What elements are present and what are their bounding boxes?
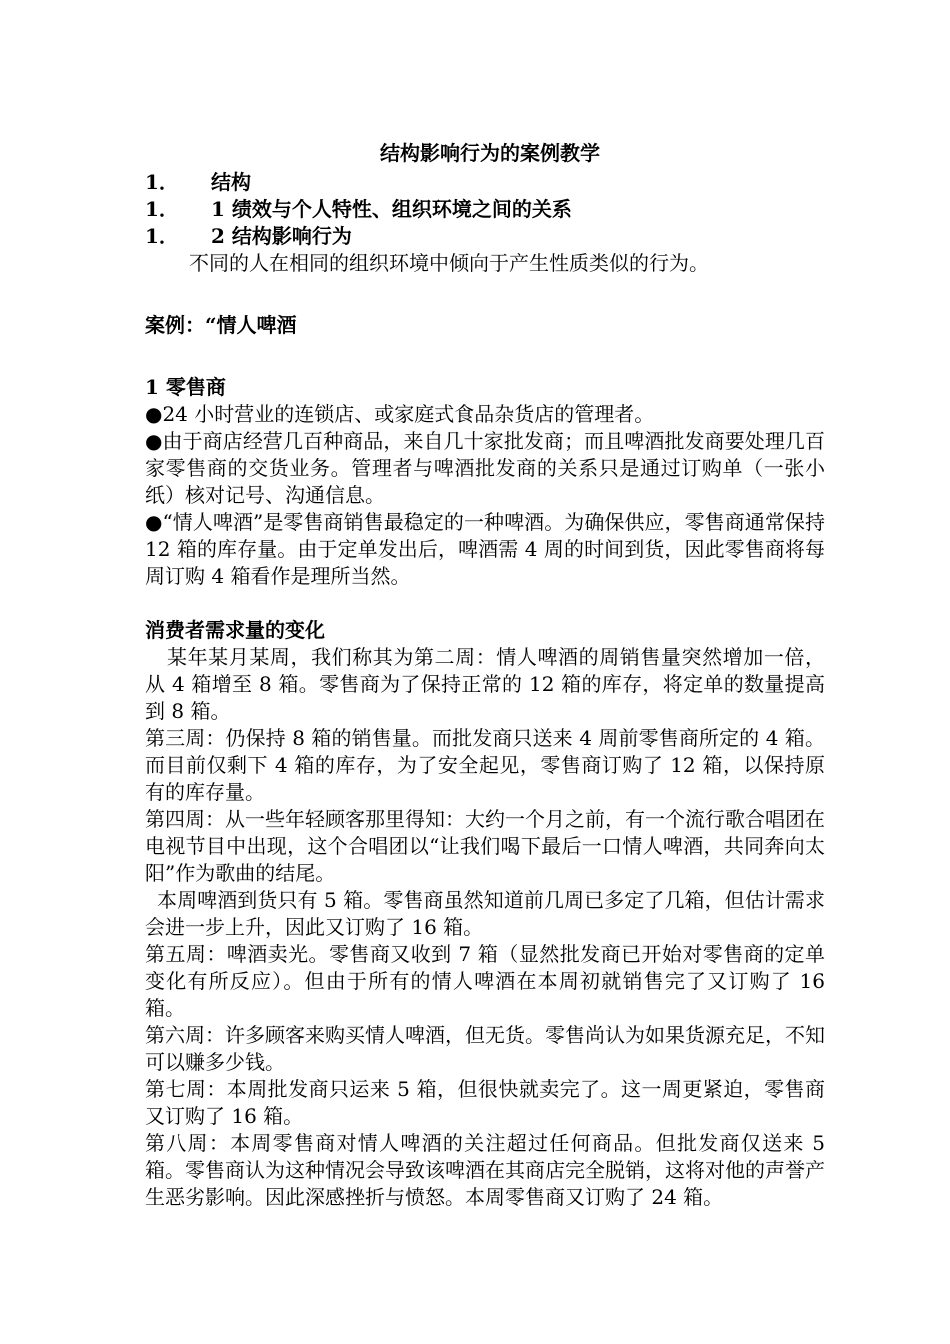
case-heading: 案例：“情人啤酒 [145,313,297,337]
outline-item-2 [145,196,825,223]
outline-text: 结构 [211,170,251,194]
week-paragraph-3: 第三周：仍保持 8 箱的销售量。而批发商只送来 4 周前零售商所定的 4 箱。而目前仅剩下 4 箱的库存，为了安全起见，零售商订购了 12 箱，以保持原有的库存量。 [145,726,825,804]
week-paragraph-4: 第四周：从一些年轻顾客那里得知：大约一个月之前，有一个流行歌合唱团在电视节目中出现，这个合唱团以“让我们喝下最后一口情人啤酒，共同奔向太阳”作为歌曲的结尾。 [145,807,825,885]
week-paragraph-2: 某年某月某周，我们称其为第二周：情人啤酒的周销售量突然增加一倍，从 4 箱增至 8 箱。零售商为了保持正常的 12 箱的库存，将定单的数量提高到 8 箱。 [145,645,825,723]
outline-item-1 [145,169,825,196]
outline-text: 2 结构影响行为 [211,224,352,248]
document-title: 结构影响行为的案例教学 [380,141,600,165]
outline-number: 1． [145,224,179,248]
week-paragraph-4-cont: 本周啤酒到货只有 5 箱。零售商虽然知道前几周已多定了几箱，但估计需求会进一步上升，因此又订购了 16 箱。 [145,888,825,939]
week-paragraph-6: 第六周：许多顾客来购买情人啤酒，但无货。零售尚认为如果货源充足，不知可以赚多少钱。 [145,1023,825,1074]
outline-text: 1 绩效与个人特性、组织环境之间的关系 [211,197,572,221]
outline-item-3 [145,223,825,250]
week-paragraph-5: 第五周：啤酒卖光。零售商又收到 7 箱（显然批发商已开始对零售商的定单变化有所反应）。但由于所有的情人啤酒在本周初就销售完了又订购了 16 箱。 [145,942,825,1020]
outline-number: 1． [145,197,179,221]
demand-heading: 消费者需求量的变化 [145,618,325,642]
document-body [145,140,825,1211]
week-paragraph-8: 第八周：本周零售商对情人啤酒的关注超过任何商品。但批发商仅送来 5 箱。零售商认为这种情况会导致该啤酒在其商店完全脱销，这将对他的声誉产生恶劣影响。因此深感挫折与愤怒。本周零售商又订购了 24 箱。 [145,1131,825,1209]
intro-paragraph: 不同的人在相同的组织环境中倾向于产生性质类似的行为。 [189,251,709,275]
outline-number: 1． [145,170,179,194]
retailer-point-2: ●由于商店经营几百种商品，来自几十家批发商；而且啤酒批发商要处理几百家零售商的交货业务。管理者与啤酒批发商的关系只是通过订购单（一张小纸）核对记号、沟通信息。 [145,429,825,507]
retailer-point-1: ●24 小时营业的连锁店、或家庭式食品杂货店的管理者。 [145,402,655,426]
week-paragraph-7: 第七周：本周批发商只运来 5 箱，但很快就卖完了。这一周更紧迫，零售商又订购了 16 箱。 [145,1077,825,1128]
retailer-point-3: ●“情人啤酒”是零售商销售最稳定的一种啤酒。为确保供应，零售商通常保持 12 箱的库存量。由于定单发出后，啤酒需 4 周的时间到货，因此零售商将每周订购 4 箱看作是理所当然。 [145,510,825,588]
retailer-heading: 1 零售商 [145,375,226,399]
